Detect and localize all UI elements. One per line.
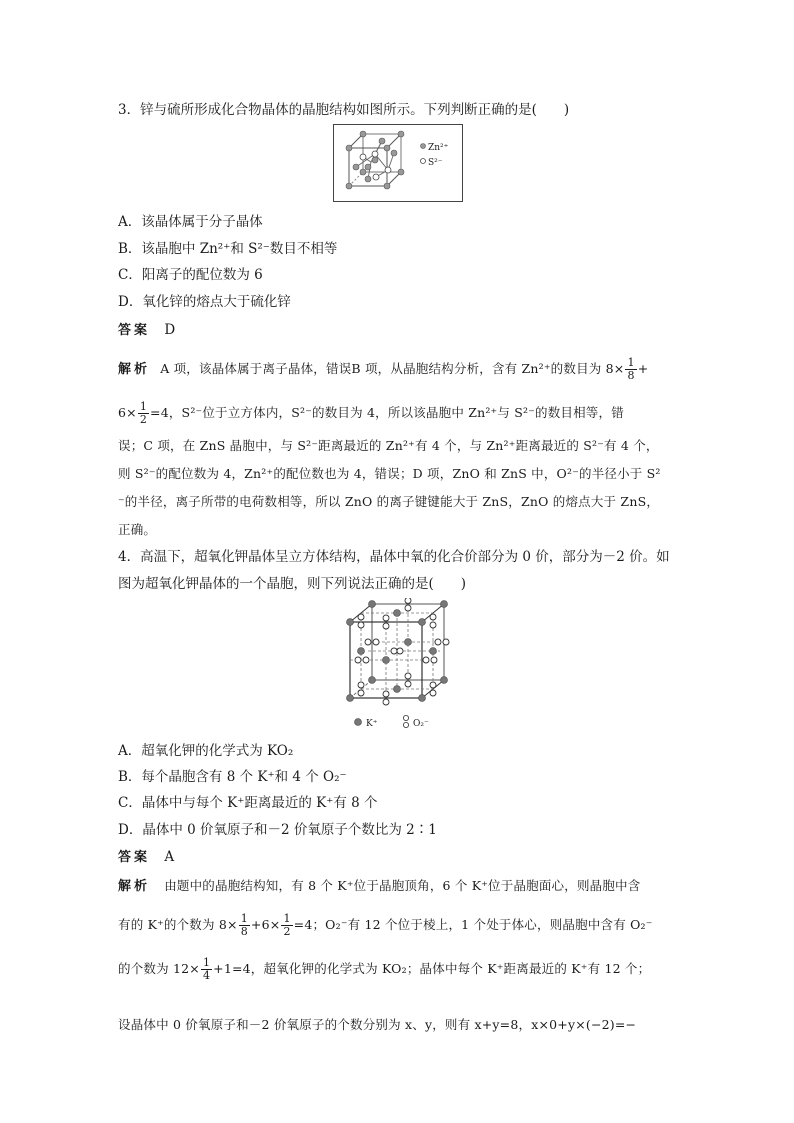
q4-answer-value: A (164, 849, 175, 865)
legend-k-label: K⁺ (366, 719, 378, 729)
q3-analysis-line-4: 则 S²⁻的配位数为 4，Zn²⁺的配位数也为 4，错误；D 项，ZnO 和 ZnS 中，O²⁻的半径小于 S² (118, 466, 661, 481)
fraction: $\frac{1}{8}$ (240, 912, 248, 938)
q4-stem-line-2: 图为超氧化钾晶体的一个晶胞，则下列说法正确的是( ) (118, 576, 467, 592)
legend-zn-label: Zn²⁺ (428, 143, 449, 153)
q3-option-d: D．氧化锌的熔点大于硫化锌 (118, 294, 291, 310)
q3-analysis-line-6: 正确。 (118, 522, 157, 537)
fraction: $\frac{1}{2}$ (283, 912, 291, 938)
q4-analysis-line-4: 设晶体中 0 价氧原子和－2 价氧原子的个数分别为 x、y，则有 x+y=8，x×0+y×(−2)=− (118, 1017, 637, 1032)
q4-analysis-line-1: 解析 由题中的晶胞结构知，有 8 个 K⁺位于晶胞顶角，6 个 K⁺位于晶胞面心，则晶胞中含 (118, 878, 641, 894)
zns-unit-cell-figure (333, 124, 463, 202)
q4-analysis-label: 解析 (118, 879, 151, 894)
q3-answer-label: 答案 (118, 323, 151, 338)
q4-analysis-line-3: 的个数为 12× $\frac{1}{4}$ +1=4，超氧化钾的化学式为 KO₂；晶体中每个 K⁺距离最近的 K⁺有 12 个； (118, 956, 651, 982)
q3-analysis-line-5: ⁻的半径，离子所带的电荷数相等，所以 ZnO 的离子键键能大于 ZnS，ZnO 的熔点大于 ZnS， (118, 494, 660, 509)
q4-answer-line (118, 848, 174, 867)
fraction: $\frac{1}{8}$ (627, 356, 635, 382)
legend-o2-label: O₂⁻ (413, 719, 429, 729)
q3-option-b: B．该晶胞中 Zn²⁺和 S²⁻数目不相等 (118, 241, 338, 257)
q3-option-c: C．阳离子的配位数为 6 (118, 267, 263, 283)
q4-stem-line-1: 4．高温下，超氧化钾晶体呈立方体结构，晶体中氧的化合价部分为 0 价，部分为－2 价。如 (118, 549, 670, 565)
q3-analysis-label: 解析 (118, 362, 151, 377)
q3-answer-line (118, 321, 175, 340)
q4-analysis-line-2: 有的 K⁺的个数为 8× $\frac{1}{8}$ +6× $\frac{1}{2}$ =4；O₂⁻有 12 个位于棱上，1 个处于体心，则晶胞中含有 O₂⁻ (118, 912, 653, 938)
q3-analysis-line-1: 解析 A 项，该晶体属于离子晶体，错误B 项，从晶胞结构分析，含有 Zn²⁺的数目为 8× $\frac{1}{8}$ + (118, 356, 649, 382)
ko2-unit-cell-figure (338, 598, 458, 734)
q4-option-a: A．超氧化钾的化学式为 KO₂ (118, 743, 294, 759)
q4-option-c: C．晶体中与每个 K⁺距离最近的 K⁺有 8 个 (118, 795, 378, 811)
q4-answer-label: 答案 (118, 850, 151, 865)
q3-stem: 3．锌与硫所形成化合物晶体的晶胞结构如图所示。下列判断正确的是( ) (118, 102, 570, 118)
q3-analysis-line-2: 6× $\frac{1}{2}$ =4，S²⁻位于立方体内，S²⁻的数目为 4，所以该晶胞中 Zn²⁺与 S²⁻的数目相等，错 (118, 400, 624, 426)
fraction: $\frac{1}{2}$ (139, 400, 148, 426)
q3-answer-value: D (164, 322, 176, 338)
q3-option-a: A．该晶体属于分子晶体 (118, 214, 263, 230)
legend-s-label: S²⁻ (428, 158, 443, 168)
q3-analysis-line-3: 误；C 项，在 ZnS 晶胞中，与 S²⁻距离最近的 Zn²⁺有 4 个，与 Zn²⁺距离最近的 S²⁻有 4 个， (118, 438, 659, 453)
q4-option-b: B．每个晶胞含有 8 个 K⁺和 4 个 O₂⁻ (118, 769, 347, 785)
fraction: $\frac{1}{4}$ (202, 956, 211, 982)
q4-option-d: D．晶体中 0 价氧原子和－2 价氧原子个数比为 2∶1 (118, 822, 437, 838)
